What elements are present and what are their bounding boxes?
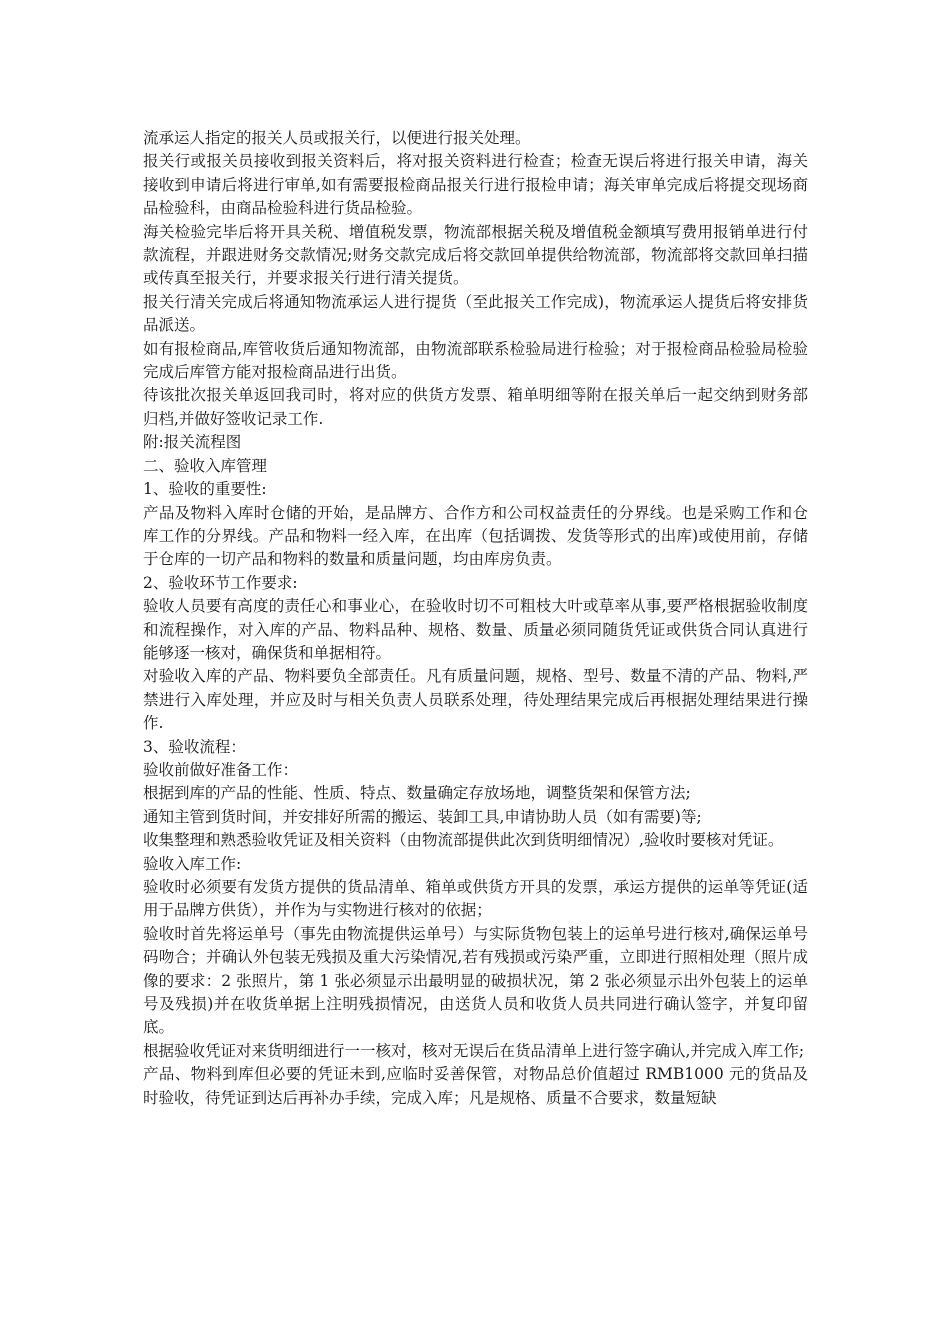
paragraph-attachment: 附:报关流程图 [143, 433, 242, 452]
section-heading-receiving: 二、验收入库管理 [143, 456, 268, 475]
subheading-importance: 1、验收的重要性: [143, 480, 267, 499]
paragraph-clearance-pickup: 报关行清关完成后将通知物流承运人进行提货（至此报关工作完成)，物流承运人提货后将安排货品派送。 [143, 292, 808, 335]
document-body [143, 127, 808, 1110]
paragraph-inspection-goods: 如有报检商品,库管收货后通知物流部，由物流部联系检验局进行检验；对于报检商品检验局检验完成后库管方能对报检商品进行出货。 [143, 339, 808, 382]
paragraph-storage-plan: 根据到库的产品的性能、性质、特点、数量确定存放场地，调整货架和保管方法; [143, 784, 691, 803]
paragraph-requirements-1: 验收人员要有高度的责任心和事业心，在验收时切不可粗枝大叶或草率从事,要严格根据验收制度和流程操作，对入库的产品、物料品种、规格、数量、质量必须同随货凭证或供货合同认真进行能够逐一核对，确保货和单据相符。 [143, 597, 808, 662]
paragraph-broker-check: 报关行或报关员接收到报关资料后，将对报关资料进行检查；检查无误后将进行报关申请，海关接收到申请后将进行审单,如有需要报检商品报关行进行报检申请；海关审单完成后将提交现场商品检验科，由商品检验科进行货品检验。 [143, 152, 808, 218]
paragraph-receiving-work: 验收入库工作: [143, 854, 242, 873]
paragraph-importance: 产品及物料入库时仓储的开始，是品牌方、合作方和公司权益责任的分界线。也是采购工作和仓库工作的分界线。产品和物料一经入库，在出库（包括调拨、发货等形式的出库)或使用前，存储于仓库的一切产品和物料的数量和质量问题，均由库房负责。 [143, 503, 808, 569]
subheading-process: 3、验收流程： [143, 737, 246, 756]
paragraph-waybill-check: 验收时首先将运单号（事先由物流提供运单号）与实际货物包装上的运单号进行核对,确保运单号码吻合；并确认外包装无残损及重大污染情况,若有残损或污染严重，立即进行照相处理（照片成像的要求：2 张照片，第 1 张必须显示出最明显的破损状况，第 2 张必须显示出外包装上的运单号及残损)并在收货单据上注明残损情况，由送货人员和收货人员共同进行确认签字，并复印留底。 [143, 924, 808, 1037]
paragraph-required-documents: 验收时必须要有发货方提供的货品清单、箱单或供货方开具的发票，承运方提供的运单等凭证(适用于品牌方供货），并作为与实物进行核对的依据； [143, 878, 808, 920]
paragraph-missing-documents: 产品、物料到库但必要的凭证未到,应临时妥善保管，对物品总价值超过 RMB1000 元的货品及时验收，待凭证到达后再补办手续，完成入库；凡是规格、质量不合要求，数量短缺 [143, 1065, 808, 1107]
paragraph-handover-to-broker: 流承运人指定的报关人员或报关行，以便进行报关处理。 [143, 129, 531, 147]
paragraph-collect-documents: 收集整理和熟悉验收凭证及相关资料（由物流部提供此次到货明细情况）,验收时要核对凭证。 [143, 831, 784, 850]
paragraph-item-check: 根据验收凭证对来货明细进行一一核对，核对无误后在货品清单上进行签字确认,并完成入库工作; [143, 1041, 805, 1060]
paragraph-archive: 待该批次报关单返回我司时，将对应的供货方发票、箱单明细等附在报关单后一起交纳到财务部归档,并做好签收记录工作. [143, 386, 808, 428]
paragraph-customs-tax: 海关检验完毕后将开具关税、增值税发票，物流部根据关税及增值税金额填写费用报销单进行付款流程，并跟进财务交款情况;财务交款完成后将交款回单提供给物流部，物流部将交款回单扫描或传真至报关行，并要求报关行进行清关提货。 [143, 222, 808, 288]
subheading-requirements: 2、验收环节工作要求: [143, 573, 298, 592]
paragraph-notify-manager: 通知主管到货时间，并安排好所需的搬运、装卸工具,申请协助人员（如有需要)等; [143, 807, 702, 826]
paragraph-requirements-2: 对验收入库的产品、物料要负全部责任。凡有质量问题，规格、型号、数量不清的产品、物料,严禁进行入库处理，并应及时与相关负责人员联系处理，待处理结果完成后再根据处理结果进行操作. [143, 667, 808, 733]
paragraph-preparation: 验收前做好准备工作： [143, 760, 299, 779]
